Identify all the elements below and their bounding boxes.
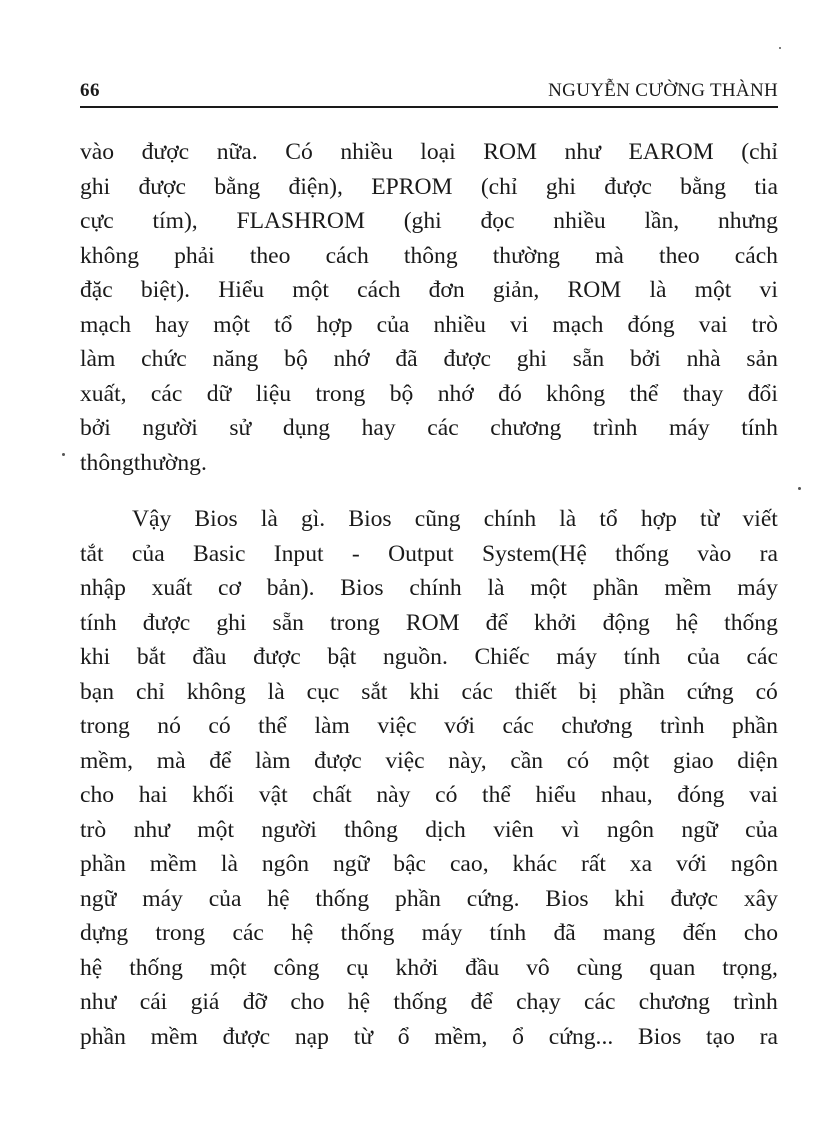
text-line: thông thường. (80, 449, 207, 476)
text-line: ngữ máy của hệ thống phần cứng. Bios khi được xây (80, 885, 778, 912)
paragraph-gap (80, 480, 778, 502)
text-line: đặc biệt). Hiểu một cách đơn giản, ROM là một vi (80, 277, 778, 303)
text-line: mềm, mà để làm được việc này, cần có một giao diện (80, 747, 778, 774)
text-line: nhập xuất cơ bản). Bios chính là một phần mềm máy (80, 575, 778, 601)
text-line: tắt của Basic Input - Output System(Hệ thống vào ra (80, 540, 778, 567)
text-line: xuất, các dữ liệu trong bộ nhớ đó không thể thay đổi (80, 380, 778, 407)
text-line: bởi người sử dụng hay các chương trình máy tính (80, 415, 778, 441)
text-line: phần mềm là ngôn ngữ bậc cao, khác rất xa với ngôn (80, 851, 778, 877)
body-text (80, 135, 778, 1054)
text-line: không phải theo cách thông thường mà theo cách (80, 242, 778, 269)
text-line: ghi được bằng điện), EPROM (chỉ ghi được bằng tia (80, 173, 778, 200)
page-number: 66 (80, 80, 100, 101)
scan-speck (779, 47, 781, 49)
paragraph (80, 135, 778, 480)
text-line: làm chức năng bộ nhớ đã được ghi sẵn bởi nhà sản (80, 346, 778, 372)
text-line: trong nó có thể làm việc với các chương trình phần (80, 713, 778, 739)
text-line: như cái giá đỡ cho hệ thống để chạy các chương trình (80, 989, 778, 1015)
paragraph (80, 502, 778, 1054)
text-line: khi bắt đầu được bật nguồn. Chiếc máy tính của các (80, 644, 778, 670)
text-line: bạn chỉ không là cục sắt khi các thiết bị phần cứng có (80, 678, 778, 705)
text-line: trò như một người thông dịch viên vì ngôn ngữ của (80, 816, 778, 843)
text-line: tính được ghi sẵn trong ROM để khởi động hệ thống (80, 609, 778, 636)
text-line: dựng trong các hệ thống máy tính đã mang đến cho (80, 920, 778, 946)
running-head-author: NGUYỄN CƯỜNG THÀNH (548, 80, 778, 101)
text-line: mạch hay một tổ hợp của nhiều vi mạch đóng vai trò (80, 311, 778, 338)
text-line: Vậy Bios là gì. Bios cũng chính là tổ hợp từ viết (132, 506, 778, 532)
text-line: hệ thống một công cụ khởi đầu vô cùng quan trọng, (80, 954, 778, 981)
text-line: cực tím), FLASHROM (ghi đọc nhiều lần, nhưng (80, 208, 778, 234)
text-line: vào được nữa. Có nhiều loại ROM như EAROM (chỉ (80, 139, 778, 165)
scan-speck (798, 487, 801, 490)
page-header (80, 76, 778, 108)
text-line: cho hai khối vật chất này có thể hiểu nhau, đóng vai (80, 782, 778, 808)
scan-speck (62, 453, 65, 456)
text-line: phần mềm được nạp từ ổ mềm, ổ cứng... Bios tạo ra (80, 1023, 778, 1050)
